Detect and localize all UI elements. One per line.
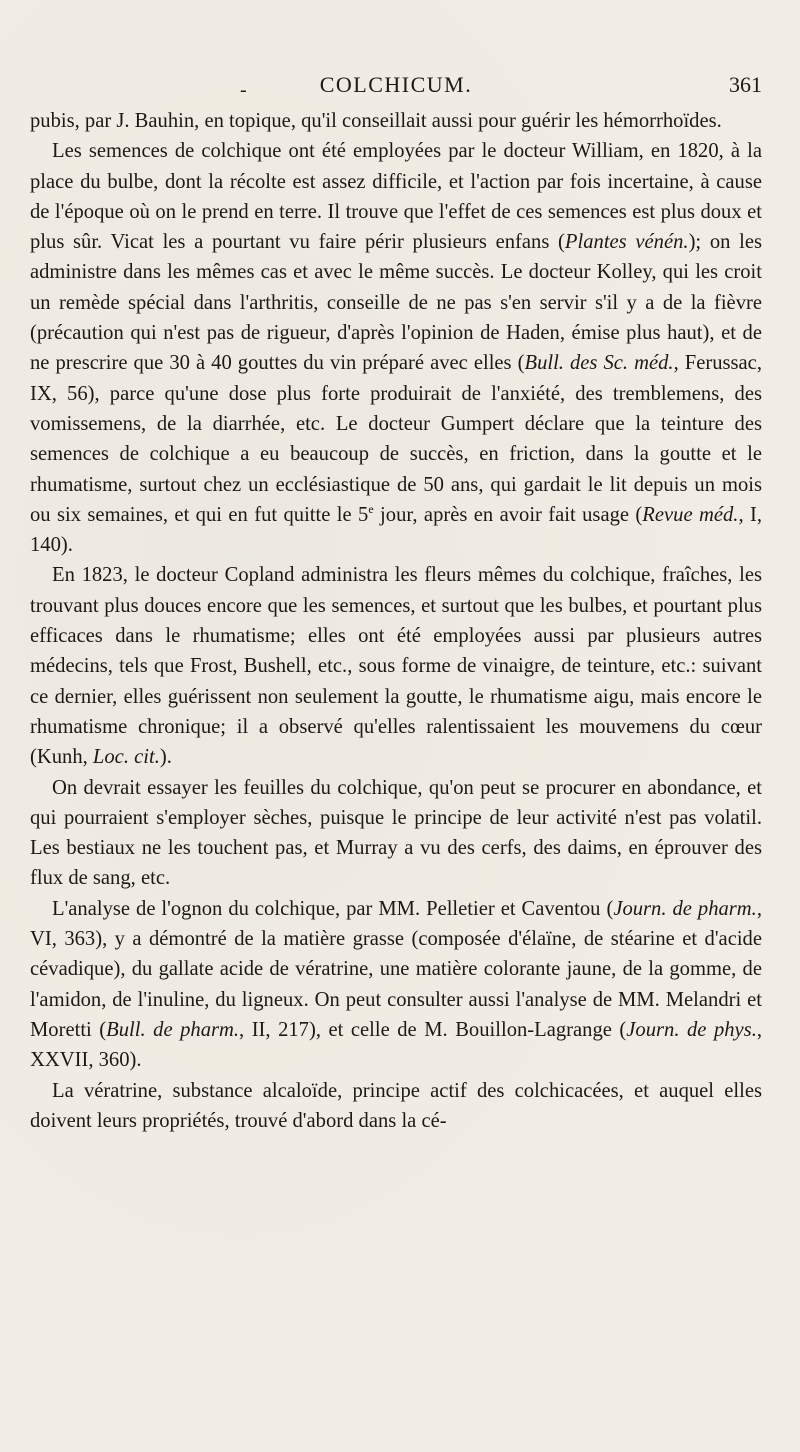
text-run: On devrait essayer les feuilles du colchique, qu'on peut se procurer en abondance, et qui pourraient s'employer sèches, puisque le principe de leur activité n'est pas volatil. Les bestiaux ne les touchent pas, et Murray a vu des cerfs, des daims, en éprouver des flux de sang, etc. [30,776,762,890]
italic-citation: Journ. de phys. [626,1018,757,1041]
paragraph [30,560,762,772]
italic-citation: Plantes vénén. [564,231,689,254]
paragraph [30,773,762,894]
body-text [30,106,762,1136]
text-run: pubis, par J. Bauhin, en topique, qu'il conseillait aussi pour guérir les hémorrhoïdes. [30,110,722,132]
paragraph [30,106,762,136]
paragraph [30,1076,762,1137]
text-run: jour, après en avoir fait usage ( [373,503,643,526]
text-run: L'analyse de l'ognon du colchique, par MM. Pelletier et Caventou ( [52,897,614,920]
page-number: 361 [729,72,762,97]
italic-citation: Revue méd. [642,503,739,526]
paragraph [30,136,762,560]
superscript: e [368,502,374,516]
text-run: Les semences de colchique ont été employées par le docteur William, en 1820, à la place du bulbe, dont la récolte est assez difficile, et l'action par fois incertaine, à cause de l'époque où on le prend en terre. Il trouve que l'effet de ces semences est plus doux et plus sûr. Vicat les a pourtant vu faire périr plusieurs enfans ( [30,140,762,254]
header-dash: - [240,79,247,101]
page-header [30,70,762,106]
text-run: , II, 217), et celle de M. Bouillon-Lagrange ( [239,1018,627,1041]
text-run: En 1823, le docteur Copland administra les fleurs mêmes du colchique, fraîches, les trouvant plus douces encore que les semences, et surtout que les bulbes, et pourtant plus efficaces dans le rhumatisme; elles ont été employées aussi par plusieurs autres médecins, tels que Frost, Bushell, etc., sous forme de vinaigre, de teinture, etc.: suivant ce dernier, elles guérissent non seulement la goutte, le rhumatisme aigu, mais encore le rhumatisme chronique; il a observé qu'elles ralentissaient les mouvemens du cœur (Kunh, [30,564,762,769]
text-run: , XXVII, 360). [30,1018,763,1072]
text-run: , Ferussac, IX, 56), parce qu'une dose plus forte produirait de l'anxiété, des tremblemens, des vomissemens, de la diarrhée, etc. Le docteur Gumpert déclare que la teinture des semences de colchique a eu beaucoup de succès, en friction, dans la goutte et le rhumatisme, surtout chez un ecclésiastique de 50 ans, qui gardait le lit depuis un mois ou six semaines, et qui en fut quitte le 5 [30,352,762,526]
italic-citation: Journ. de pharm. [613,897,757,920]
text-run: ); on les administre dans les mêmes cas et avec le même succès. Le docteur Kolley, qui les croit un remède spécial dans l'arthritis, conseille de ne pas s'en servir s'il y a de la fièvre (précaution qui n'est pas de rigueur, d'après l'opinion de Haden, émise plus haut), et de ne prescrire que 30 à 40 gouttes du vin préparé avec elles ( [30,231,762,375]
paragraph [30,894,762,1076]
text-run: , VI, 363), y a démontré de la matière grasse (composée d'élaïne, de stéarine et d'acide cévadique), du gallate acide de vératrine, une matière colorante jaune, de la gomme, de l'amidon, de l'inuline, du ligneux. On peut consulter aussi l'analyse de MM. Melandri et Moretti ( [30,897,762,1041]
italic-citation: Bull. des Sc. méd. [524,352,674,375]
italic-citation: Bull. de pharm. [106,1018,240,1041]
text-run: , I, 140). [30,503,762,557]
running-title: COLCHICUM. [319,72,473,97]
italic-citation: Loc. cit. [92,746,160,769]
text-run: La vératrine, substance alcaloïde, principe actif des colchicacées, et auquel elles doivent leurs propriétés, trouvé d'abord dans la cé- [30,1079,762,1132]
text-run: ). [159,746,172,769]
